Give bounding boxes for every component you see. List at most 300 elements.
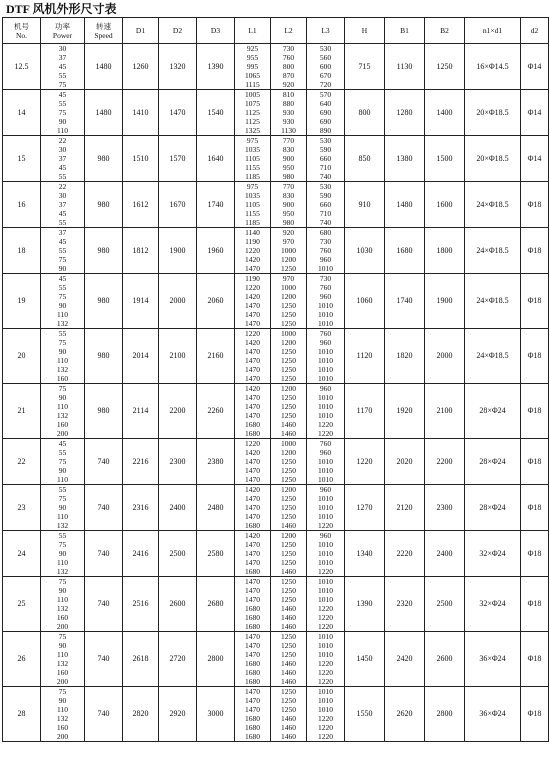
n1d1-cell: 28×Φ24 bbox=[465, 485, 521, 531]
l1-cell: 1470 bbox=[235, 549, 271, 558]
power-cell: 55 bbox=[41, 246, 85, 255]
power-cell: 55 bbox=[41, 71, 85, 80]
d2-cell: 1320 bbox=[159, 44, 197, 90]
speed-cell: 740 bbox=[85, 632, 123, 687]
l1-cell: 1190 bbox=[235, 274, 271, 284]
l3-cell: 1010 bbox=[307, 540, 345, 549]
l2-cell: 1250 bbox=[271, 301, 307, 310]
l3-cell: 1010 bbox=[307, 319, 345, 329]
d2-cell: 1670 bbox=[159, 182, 197, 228]
l1-cell: 975 bbox=[235, 182, 271, 192]
d1-cell: 2416 bbox=[123, 531, 159, 577]
l2-cell: 1460 bbox=[271, 622, 307, 632]
d3-cell: 2060 bbox=[197, 274, 235, 329]
l3-cell: 1010 bbox=[307, 301, 345, 310]
l2-cell: 730 bbox=[271, 44, 307, 54]
d2-hole-cell: Φ18 bbox=[521, 687, 549, 742]
l2-cell: 870 bbox=[271, 71, 307, 80]
l3-cell: 1010 bbox=[307, 632, 345, 642]
l1-cell: 1470 bbox=[235, 475, 271, 485]
power-cell: 160 bbox=[41, 723, 85, 732]
power-cell: 90 bbox=[41, 696, 85, 705]
l3-cell: 590 bbox=[307, 191, 345, 200]
l3-cell: 740 bbox=[307, 172, 345, 182]
h-cell: 850 bbox=[345, 136, 385, 182]
n1d1-cell: 16×Φ14.5 bbox=[465, 44, 521, 90]
speed-cell: 980 bbox=[85, 136, 123, 182]
model-number-cell: 15 bbox=[3, 136, 41, 182]
power-cell: 160 bbox=[41, 420, 85, 429]
l1-cell: 1420 bbox=[235, 338, 271, 347]
header-l2: L2 bbox=[271, 18, 307, 44]
power-cell: 90 bbox=[41, 549, 85, 558]
power-cell: 55 bbox=[41, 99, 85, 108]
d3-cell: 1960 bbox=[197, 228, 235, 274]
l2-cell: 770 bbox=[271, 136, 307, 146]
l1-cell: 1190 bbox=[235, 237, 271, 246]
l3-cell: 1220 bbox=[307, 567, 345, 577]
l1-cell: 1470 bbox=[235, 595, 271, 604]
l1-cell: 1470 bbox=[235, 558, 271, 567]
l3-cell: 890 bbox=[307, 126, 345, 136]
l3-cell: 1010 bbox=[307, 586, 345, 595]
b1-cell: 1920 bbox=[385, 384, 425, 439]
power-cell: 110 bbox=[41, 310, 85, 319]
d2-cell: 1900 bbox=[159, 228, 197, 274]
power-cell: 37 bbox=[41, 200, 85, 209]
l3-cell: 1010 bbox=[307, 549, 345, 558]
l1-cell: 1470 bbox=[235, 466, 271, 475]
l2-cell: 1250 bbox=[271, 696, 307, 705]
d3-cell: 2680 bbox=[197, 577, 235, 632]
l3-cell: 670 bbox=[307, 71, 345, 80]
power-cell: 110 bbox=[41, 126, 85, 136]
d2-hole-cell: Φ18 bbox=[521, 632, 549, 687]
l2-cell: 1250 bbox=[271, 466, 307, 475]
l1-cell: 1420 bbox=[235, 292, 271, 301]
l2-cell: 900 bbox=[271, 154, 307, 163]
speed-cell: 980 bbox=[85, 274, 123, 329]
l1-cell: 1470 bbox=[235, 264, 271, 274]
n1d1-cell: 20×Φ18.5 bbox=[465, 136, 521, 182]
l2-cell: 1250 bbox=[271, 347, 307, 356]
b1-cell: 2420 bbox=[385, 632, 425, 687]
power-cell: 200 bbox=[41, 732, 85, 742]
l2-cell: 920 bbox=[271, 228, 307, 238]
l2-cell: 1200 bbox=[271, 292, 307, 301]
table-row bbox=[3, 439, 549, 449]
l1-cell: 1185 bbox=[235, 218, 271, 228]
l3-cell: 1010 bbox=[307, 687, 345, 697]
l2-cell: 830 bbox=[271, 145, 307, 154]
l2-cell: 1250 bbox=[271, 595, 307, 604]
d3-cell: 2380 bbox=[197, 439, 235, 485]
l2-cell: 1250 bbox=[271, 393, 307, 402]
h-cell: 1340 bbox=[345, 531, 385, 577]
header-b1: B1 bbox=[385, 18, 425, 44]
model-number-cell: 23 bbox=[3, 485, 41, 531]
d2-cell: 2920 bbox=[159, 687, 197, 742]
l3-cell: 570 bbox=[307, 90, 345, 100]
h-cell: 1120 bbox=[345, 329, 385, 384]
table-row bbox=[3, 632, 549, 642]
l3-cell: 1220 bbox=[307, 714, 345, 723]
l1-cell: 1005 bbox=[235, 90, 271, 100]
h-cell: 1060 bbox=[345, 274, 385, 329]
power-cell: 75 bbox=[41, 80, 85, 90]
d2-cell: 2300 bbox=[159, 439, 197, 485]
b2-cell: 1600 bbox=[425, 182, 465, 228]
l3-cell: 1220 bbox=[307, 604, 345, 613]
power-cell: 90 bbox=[41, 117, 85, 126]
l1-cell: 1680 bbox=[235, 622, 271, 632]
header-d3: D3 bbox=[197, 18, 235, 44]
l3-cell: 1220 bbox=[307, 521, 345, 531]
l2-cell: 1250 bbox=[271, 586, 307, 595]
l1-cell: 1470 bbox=[235, 705, 271, 714]
l1-cell: 1680 bbox=[235, 677, 271, 687]
header-h: H bbox=[345, 18, 385, 44]
l2-cell: 830 bbox=[271, 191, 307, 200]
l1-cell: 1470 bbox=[235, 687, 271, 697]
l2-cell: 1250 bbox=[271, 365, 307, 374]
l1-cell: 1680 bbox=[235, 429, 271, 439]
d2-hole-cell: Φ18 bbox=[521, 228, 549, 274]
l2-cell: 1000 bbox=[271, 329, 307, 339]
speed-cell: 1480 bbox=[85, 90, 123, 136]
l3-cell: 1010 bbox=[307, 466, 345, 475]
table-row bbox=[3, 329, 549, 339]
n1d1-cell: 28×Φ24 bbox=[465, 384, 521, 439]
l3-cell: 1010 bbox=[307, 475, 345, 485]
d1-cell: 2216 bbox=[123, 439, 159, 485]
b2-cell: 1500 bbox=[425, 136, 465, 182]
d2-cell: 1470 bbox=[159, 90, 197, 136]
l2-cell: 930 bbox=[271, 108, 307, 117]
power-cell: 75 bbox=[41, 577, 85, 587]
l2-cell: 1000 bbox=[271, 283, 307, 292]
d1-cell: 2114 bbox=[123, 384, 159, 439]
l2-cell: 1250 bbox=[271, 319, 307, 329]
l1-cell: 1470 bbox=[235, 411, 271, 420]
n1d1-cell: 28×Φ24 bbox=[465, 439, 521, 485]
l3-cell: 960 bbox=[307, 255, 345, 264]
l3-cell: 1010 bbox=[307, 365, 345, 374]
l3-cell: 730 bbox=[307, 237, 345, 246]
d2-cell: 2400 bbox=[159, 485, 197, 531]
l2-cell: 920 bbox=[271, 80, 307, 90]
l1-cell: 1680 bbox=[235, 723, 271, 732]
b1-cell: 2220 bbox=[385, 531, 425, 577]
power-cell: 75 bbox=[41, 540, 85, 549]
l3-cell: 1220 bbox=[307, 732, 345, 742]
h-cell: 1390 bbox=[345, 577, 385, 632]
table-row bbox=[3, 228, 549, 238]
l3-cell: 600 bbox=[307, 62, 345, 71]
l1-cell: 1680 bbox=[235, 567, 271, 577]
l1-cell: 1105 bbox=[235, 200, 271, 209]
l1-cell: 1470 bbox=[235, 301, 271, 310]
b2-cell: 1250 bbox=[425, 44, 465, 90]
l2-cell: 1200 bbox=[271, 531, 307, 541]
l2-cell: 1250 bbox=[271, 558, 307, 567]
power-cell: 132 bbox=[41, 319, 85, 329]
l1-cell: 1185 bbox=[235, 172, 271, 182]
d2-cell: 2720 bbox=[159, 632, 197, 687]
l1-cell: 1470 bbox=[235, 641, 271, 650]
power-cell: 75 bbox=[41, 457, 85, 466]
l3-cell: 1010 bbox=[307, 577, 345, 587]
power-cell: 110 bbox=[41, 650, 85, 659]
l2-cell: 1460 bbox=[271, 521, 307, 531]
l3-cell: 760 bbox=[307, 283, 345, 292]
fan-dimension-table bbox=[2, 17, 549, 742]
header-d2: D2 bbox=[159, 18, 197, 44]
d3-cell: 1640 bbox=[197, 136, 235, 182]
power-cell: 37 bbox=[41, 154, 85, 163]
l2-cell: 1250 bbox=[271, 687, 307, 697]
l1-cell: 1075 bbox=[235, 99, 271, 108]
table-row bbox=[3, 577, 549, 587]
l2-cell: 1460 bbox=[271, 604, 307, 613]
header-d2-hole: d2 bbox=[521, 18, 549, 44]
d3-cell: 1540 bbox=[197, 90, 235, 136]
l3-cell: 760 bbox=[307, 439, 345, 449]
d1-cell: 2618 bbox=[123, 632, 159, 687]
l2-cell: 950 bbox=[271, 209, 307, 218]
power-cell: 75 bbox=[41, 687, 85, 697]
l1-cell: 1680 bbox=[235, 732, 271, 742]
b1-cell: 2020 bbox=[385, 439, 425, 485]
l1-cell: 1680 bbox=[235, 613, 271, 622]
l2-cell: 970 bbox=[271, 274, 307, 284]
power-cell: 45 bbox=[41, 274, 85, 284]
power-cell: 55 bbox=[41, 485, 85, 495]
d2-hole-cell: Φ14 bbox=[521, 136, 549, 182]
l2-cell: 1250 bbox=[271, 577, 307, 587]
power-cell: 75 bbox=[41, 108, 85, 117]
table-row bbox=[3, 44, 549, 54]
l3-cell: 1220 bbox=[307, 420, 345, 429]
l1-cell: 1125 bbox=[235, 117, 271, 126]
power-cell: 90 bbox=[41, 264, 85, 274]
l3-cell: 760 bbox=[307, 246, 345, 255]
l3-cell: 690 bbox=[307, 108, 345, 117]
power-cell: 30 bbox=[41, 145, 85, 154]
b2-cell: 1400 bbox=[425, 90, 465, 136]
l3-cell: 680 bbox=[307, 228, 345, 238]
power-cell: 37 bbox=[41, 228, 85, 238]
power-cell: 75 bbox=[41, 292, 85, 301]
model-number-cell: 14 bbox=[3, 90, 41, 136]
l3-cell: 960 bbox=[307, 485, 345, 495]
d3-cell: 2260 bbox=[197, 384, 235, 439]
l2-cell: 1000 bbox=[271, 246, 307, 255]
power-cell: 55 bbox=[41, 329, 85, 339]
l1-cell: 1470 bbox=[235, 577, 271, 587]
l3-cell: 1220 bbox=[307, 668, 345, 677]
l3-cell: 960 bbox=[307, 292, 345, 301]
model-number-cell: 22 bbox=[3, 439, 41, 485]
l3-cell: 1010 bbox=[307, 705, 345, 714]
power-cell: 160 bbox=[41, 613, 85, 622]
d1-cell: 1260 bbox=[123, 44, 159, 90]
l3-cell: 1010 bbox=[307, 457, 345, 466]
power-cell: 90 bbox=[41, 393, 85, 402]
d1-cell: 2014 bbox=[123, 329, 159, 384]
l3-cell: 1220 bbox=[307, 723, 345, 732]
l2-cell: 1200 bbox=[271, 255, 307, 264]
power-cell: 75 bbox=[41, 384, 85, 394]
l1-cell: 1420 bbox=[235, 531, 271, 541]
header-row bbox=[3, 18, 549, 44]
l3-cell: 1010 bbox=[307, 494, 345, 503]
l2-cell: 1250 bbox=[271, 503, 307, 512]
power-cell: 30 bbox=[41, 191, 85, 200]
n1d1-cell: 24×Φ18.5 bbox=[465, 182, 521, 228]
header-speed: 转速 Speed bbox=[85, 18, 123, 44]
d1-cell: 2820 bbox=[123, 687, 159, 742]
power-cell: 90 bbox=[41, 301, 85, 310]
power-cell: 132 bbox=[41, 521, 85, 531]
l3-cell: 1220 bbox=[307, 659, 345, 668]
b2-cell: 1800 bbox=[425, 228, 465, 274]
l3-cell: 530 bbox=[307, 136, 345, 146]
table-row bbox=[3, 384, 549, 394]
l2-cell: 1250 bbox=[271, 512, 307, 521]
l2-cell: 760 bbox=[271, 53, 307, 62]
l3-cell: 1010 bbox=[307, 347, 345, 356]
h-cell: 715 bbox=[345, 44, 385, 90]
power-cell: 110 bbox=[41, 595, 85, 604]
b1-cell: 2320 bbox=[385, 577, 425, 632]
b2-cell: 2800 bbox=[425, 687, 465, 742]
l1-cell: 1470 bbox=[235, 319, 271, 329]
speed-cell: 1480 bbox=[85, 44, 123, 90]
d3-cell: 2800 bbox=[197, 632, 235, 687]
l2-cell: 980 bbox=[271, 172, 307, 182]
l3-cell: 960 bbox=[307, 384, 345, 394]
header-b2: B2 bbox=[425, 18, 465, 44]
l2-cell: 1460 bbox=[271, 567, 307, 577]
l2-cell: 800 bbox=[271, 62, 307, 71]
b2-cell: 2100 bbox=[425, 384, 465, 439]
table-row bbox=[3, 182, 549, 192]
l1-cell: 1220 bbox=[235, 246, 271, 255]
n1d1-cell: 20×Φ18.5 bbox=[465, 90, 521, 136]
table-row bbox=[3, 90, 549, 100]
l1-cell: 1470 bbox=[235, 696, 271, 705]
d2-hole-cell: Φ18 bbox=[521, 329, 549, 384]
l3-cell: 1010 bbox=[307, 595, 345, 604]
l1-cell: 925 bbox=[235, 44, 271, 54]
h-cell: 800 bbox=[345, 90, 385, 136]
h-cell: 1220 bbox=[345, 439, 385, 485]
l1-cell: 1470 bbox=[235, 365, 271, 374]
l2-cell: 1000 bbox=[271, 439, 307, 449]
d2-hole-cell: Φ14 bbox=[521, 90, 549, 136]
l3-cell: 1220 bbox=[307, 613, 345, 622]
d2-cell: 2500 bbox=[159, 531, 197, 577]
model-number-cell: 16 bbox=[3, 182, 41, 228]
l1-cell: 1680 bbox=[235, 521, 271, 531]
speed-cell: 980 bbox=[85, 182, 123, 228]
l2-cell: 1460 bbox=[271, 732, 307, 742]
model-number-cell: 18 bbox=[3, 228, 41, 274]
h-cell: 1270 bbox=[345, 485, 385, 531]
power-cell: 132 bbox=[41, 567, 85, 577]
b1-cell: 1130 bbox=[385, 44, 425, 90]
d1-cell: 1510 bbox=[123, 136, 159, 182]
speed-cell: 740 bbox=[85, 577, 123, 632]
model-number-cell: 24 bbox=[3, 531, 41, 577]
l2-cell: 1250 bbox=[271, 411, 307, 420]
l2-cell: 1460 bbox=[271, 677, 307, 687]
b2-cell: 2500 bbox=[425, 577, 465, 632]
l1-cell: 1680 bbox=[235, 604, 271, 613]
power-cell: 45 bbox=[41, 62, 85, 71]
l2-cell: 1460 bbox=[271, 668, 307, 677]
d2-hole-cell: Φ18 bbox=[521, 439, 549, 485]
power-cell: 45 bbox=[41, 90, 85, 100]
power-cell: 55 bbox=[41, 218, 85, 228]
power-cell: 90 bbox=[41, 586, 85, 595]
l3-cell: 640 bbox=[307, 99, 345, 108]
power-cell: 200 bbox=[41, 677, 85, 687]
d2-cell: 2200 bbox=[159, 384, 197, 439]
l1-cell: 1470 bbox=[235, 374, 271, 384]
l1-cell: 1140 bbox=[235, 228, 271, 238]
l2-cell: 1250 bbox=[271, 540, 307, 549]
power-cell: 160 bbox=[41, 374, 85, 384]
header-l3: L3 bbox=[307, 18, 345, 44]
l2-cell: 1200 bbox=[271, 338, 307, 347]
l2-cell: 980 bbox=[271, 218, 307, 228]
l3-cell: 1010 bbox=[307, 641, 345, 650]
speed-cell: 740 bbox=[85, 531, 123, 577]
l3-cell: 590 bbox=[307, 145, 345, 154]
table-row bbox=[3, 274, 549, 284]
power-cell: 55 bbox=[41, 172, 85, 182]
l2-cell: 1250 bbox=[271, 705, 307, 714]
l1-cell: 995 bbox=[235, 62, 271, 71]
speed-cell: 980 bbox=[85, 384, 123, 439]
power-cell: 22 bbox=[41, 136, 85, 146]
b1-cell: 1680 bbox=[385, 228, 425, 274]
d3-cell: 2480 bbox=[197, 485, 235, 531]
power-cell: 55 bbox=[41, 283, 85, 292]
l1-cell: 1680 bbox=[235, 714, 271, 723]
l3-cell: 530 bbox=[307, 182, 345, 192]
power-cell: 110 bbox=[41, 356, 85, 365]
l3-cell: 730 bbox=[307, 274, 345, 284]
h-cell: 1030 bbox=[345, 228, 385, 274]
l2-cell: 1460 bbox=[271, 659, 307, 668]
power-cell: 110 bbox=[41, 512, 85, 521]
l2-cell: 1460 bbox=[271, 420, 307, 429]
l2-cell: 930 bbox=[271, 117, 307, 126]
b2-cell: 2400 bbox=[425, 531, 465, 577]
l3-cell: 1220 bbox=[307, 622, 345, 632]
l3-cell: 530 bbox=[307, 44, 345, 54]
l1-cell: 1470 bbox=[235, 310, 271, 319]
l3-cell: 710 bbox=[307, 209, 345, 218]
header-n1d1: n1×d1 bbox=[465, 18, 521, 44]
l1-cell: 1470 bbox=[235, 402, 271, 411]
d2-hole-cell: Φ14 bbox=[521, 44, 549, 90]
table-row bbox=[3, 485, 549, 495]
d2-cell: 2000 bbox=[159, 274, 197, 329]
